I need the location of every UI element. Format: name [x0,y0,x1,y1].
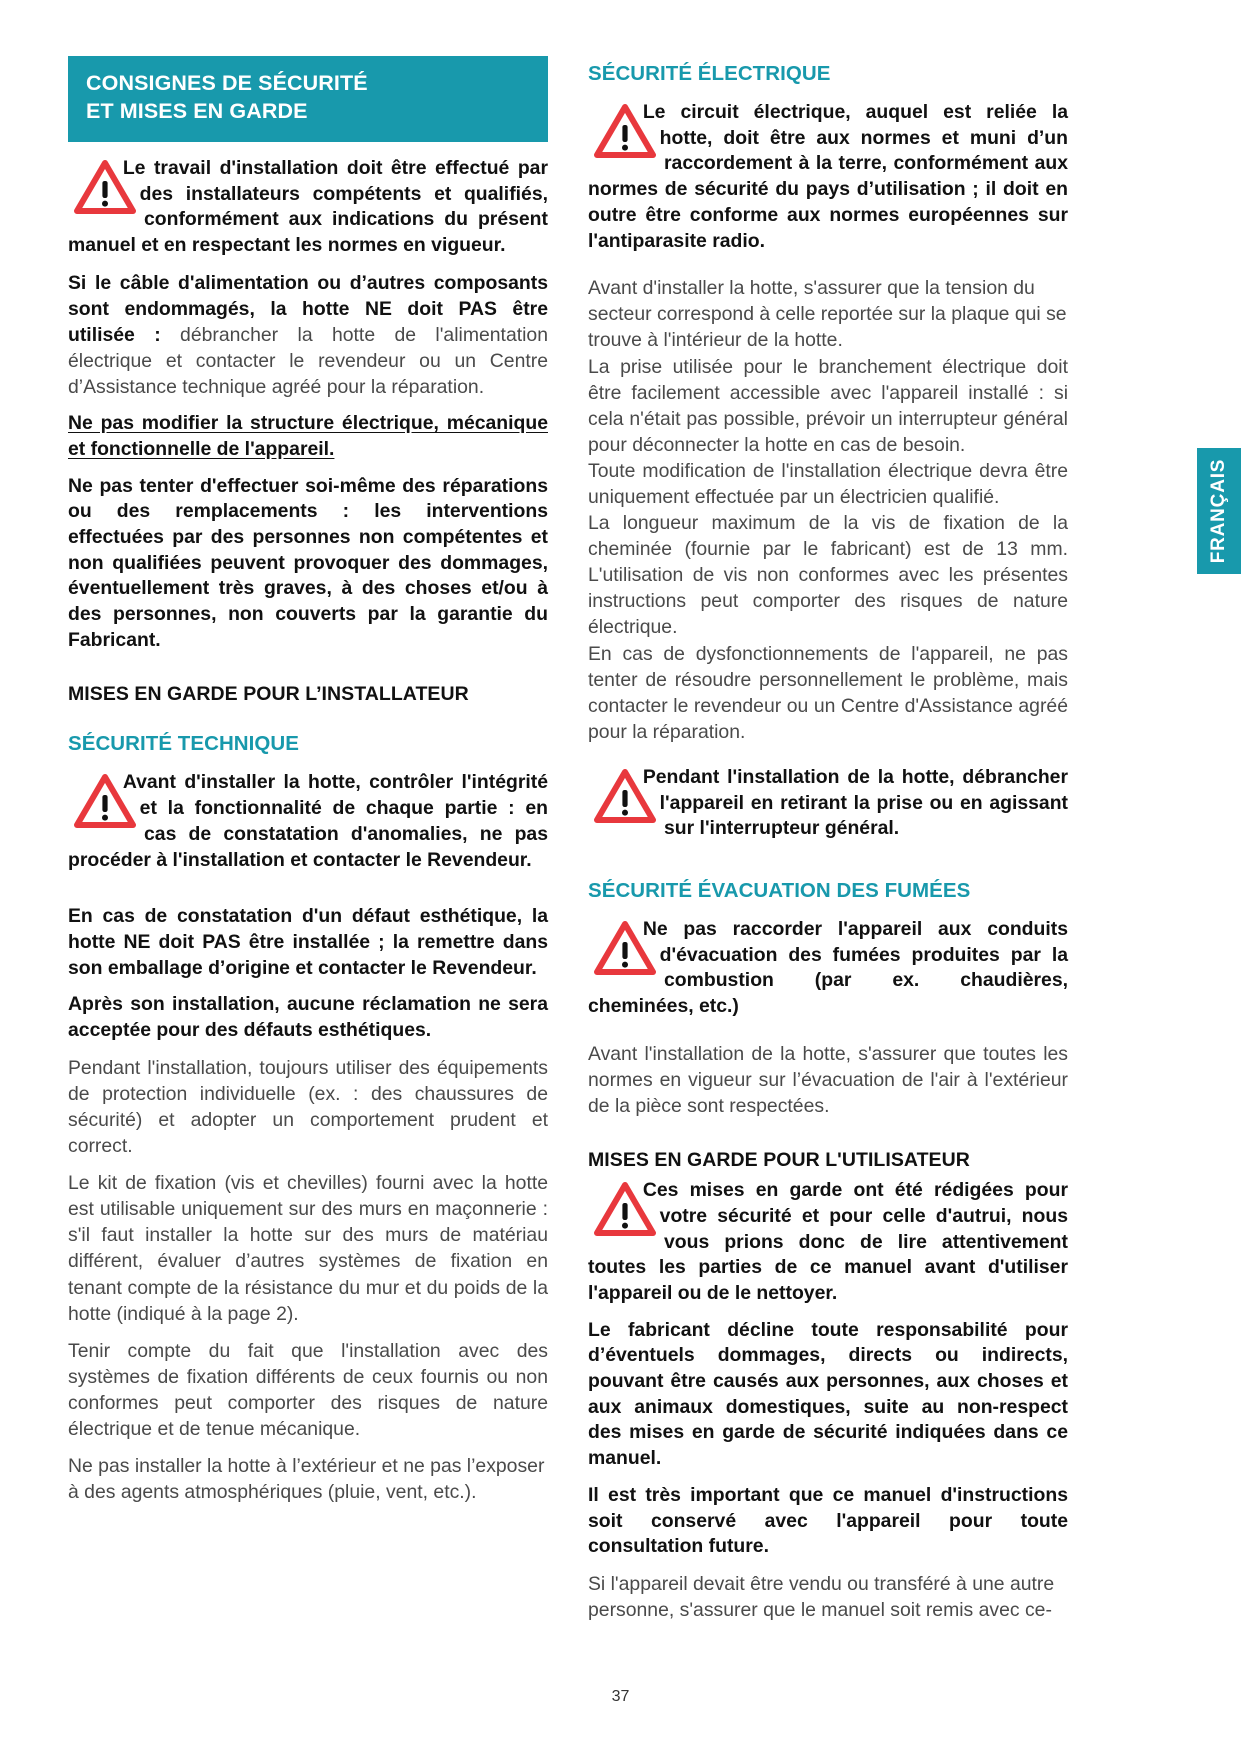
warning-block-disconnect-during-install [588,765,1068,853]
paragraph-damaged-cable-rest: débrancher la hotte de l'alimentation électrique et contacter le revendeur ou un Centre d’Assistance technique agréé pour la réparation. [68,323,548,399]
warning-block-read-manual [588,1178,1068,1318]
warning-block-no-flue-connection [588,917,1068,1031]
warning-text-read-manual: Ces mises en garde ont été rédigées pour votre sécurité et pour celle d'autrui, nous vous prions donc de lire attentivement toutes les parties de ce manuel avant d'utiliser l'appareil ou de le nettoyer. [588,1179,1068,1304]
paragraph-socket-accessible: La prise utilisée pour le branchement électrique doit être facilement accessible avec l'appareil installé : si cela n'était pas possible, prévoir un interrupteur général pour déconnecter la hotte en cas de besoin. [588,355,1068,456]
paragraph-keep-manual: Il est très important que ce manuel d'instructions soit conservé avec l'appareil pour toute consultation future. [588,1483,1068,1558]
warning-text-disconnect-during-install: Pendant l'installation de la hotte, débrancher l'appareil en retirant la prise ou en agissant sur l'interrupteur général. [642,765,1068,840]
heading-fume-extraction-safety: SÉCURITÉ ÉVACUATION DES FUMÉES [588,879,971,903]
spacer [588,1031,1068,1041]
banner-title-line-2: ET MISES EN GARDE [86,98,308,123]
language-tab-francais [1197,448,1241,574]
safety-instructions-banner [68,56,548,142]
paragraph-malfunction-contact-dealer: En cas de dysfonctionnements de l'appareil, ne pas tenter de résoudre personnellement le problème, mais contacter le revendeur ou un Centre d'Assistance agréé pour la réparation. [588,642,1068,743]
warning-block-check-integrity [68,770,548,884]
paragraph-no-self-repair: Ne pas tenter d'effectuer soi-même des réparations ou des remplacements : les interventions effectuées par des personnes non compétentes et non qualifiées peuvent provoquer des dommages, éventuellement très graves, à des choses et/ou à des personnes, non couverts par la garantie du Fabricant. [68,474,548,651]
spacer [588,265,1068,275]
paragraph-screw-length: La longueur maximum de la vis de fixation de la cheminée (fournie par le fabricant) est de 13 mm. L'utilisation de vis non conformes avec les présentes instructions peut comporter des risques de nature électrique. [588,512,1068,639]
warning-block-installation-work [68,156,548,270]
warning-text-check-integrity: Avant d'installer la hotte, contrôler l'intégrité et la fonctionnalité de chaque partie : en cas de constatation d'anomalies, ne pas procéder à l'installation et contacter le Revendeur. [68,771,548,871]
two-column-layout [68,56,1068,1676]
warning-block-electrical-circuit [588,100,1068,265]
warning-text-no-flue-connection: Ne pas raccorder l'appareil aux conduits d'évacuation des fumées produites par la combustion (par ex. chaudières, cheminées, etc.) [588,918,1068,1018]
right-column [588,56,1068,1634]
spacer [68,884,548,904]
paragraph-no-claims-after-install: Après son installation, aucune réclamation ne sera acceptée pour des défauts esthétiques. [68,993,548,1042]
page-number: 37 [611,1688,630,1705]
paragraph-different-fixing-systems: Tenir compte du fait que l'installation avec des systèmes de fixation différents de ceux fournis ou non conformes peut comporter des risques de nature électrique et de tenue mécanique. [68,1339,548,1441]
warning-text-electrical-circuit: Le circuit électrique, auquel est reliée la hotte, doit être aux normes et muni d’un raccordement à la terre, conformément aux normes de sécurité du pays d’utilisation ; il doit en outre être conforme aux normes européennes sur l'antiparasite radio. [588,101,1068,252]
warning-text-installation-work: Le travail d'installation doit être effectué par des installateurs compétents et qualifiés, conformément aux indications du présent manuel et en respectant les normes en vigueur. [68,156,548,256]
spacer [588,745,1068,765]
heading-technical-safety: SÉCURITÉ TECHNIQUE [68,732,299,756]
paragraph-damaged-cable [68,270,548,400]
paragraph-aesthetic-defect: En cas de constatation d'un défaut esthétique, la hotte NE doit PAS être installée ; la remettre dans son emballage d’origine et contacter le Revendeur. [68,905,548,979]
banner-title-line-1: CONSIGNES DE SÉCURITÉ [86,71,368,95]
heading-warnings-installer: MISES EN GARDE POUR L’INSTALLATEUR [68,683,469,706]
paragraph-air-extraction-standards: Avant l'installation de la hotte, s'assurer que toutes les normes en vigueur sur l’évacuation de l'air à l'extérieur de la pièce sont respectées. [588,1042,1068,1118]
paragraph-qualified-electrician: Toute modification de l'installation électrique devra être uniquement effectuée par un électricien qualifié. [588,459,1068,508]
language-tab-label: FRANÇAIS [1208,458,1229,564]
paragraph-do-not-modify: Ne pas modifier la structure électrique, mécanique et fonctionnelle de l'appareil. [68,412,548,460]
left-column [68,56,548,1516]
paragraph-no-outdoor-install: Ne pas installer la hotte à l’extérieur et ne pas l’exposer à des agents atmosphériques (pluie, vent, etc.). [68,1455,545,1504]
paragraph-transfer-appliance: Si l'appareil devait être vendu ou transféré à une autre personne, s'assurer que le manuel soit remis avec ce- [588,1572,1055,1622]
paragraph-ppe-during-install: Pendant l'installation, toujours utiliser des équipements de protection individuelle (ex. : des chaussures de sécurité) et adopter un comportement prudent et correct. [68,1056,548,1158]
heading-electrical-safety: SÉCURITÉ ÉLECTRIQUE [588,62,831,85]
paragraph-damaged-cable-lead: Si le câble d'alimentation ou d’autres composants sont endommagés, la hotte NE doit PAS être utilisée : [68,271,548,346]
heading-warnings-user: MISES EN GARDE POUR L'UTILISATEUR [588,1149,970,1172]
paragraph-fixing-kit: Le kit de fixation (vis et chevilles) fourni avec la hotte est utilisable uniquement sur des murs en maçonnerie : s'il faut installer la hotte sur des murs de matériau différent, évaluer d’autres systèmes de fixation en tenant compte de la résistance du mur et du poids de la hotte (indiqué à la page 2). [68,1172,548,1325]
paragraph-mains-voltage: Avant d'installer la hotte, s'assurer que la tension du secteur correspond à celle reportée sur la plaque qui se trouve à l'intérieur de la hotte. [588,277,1067,352]
paragraph-manufacturer-liability: Le fabricant décline toute responsabilité pour d’éventuels dommages, directs ou indirects, pouvant être causés aux personnes, aux choses et aux animaux domestiques, suite au non-respect des mises en garde de sécurité indiquées dans ce manuel. [588,1318,1068,1470]
